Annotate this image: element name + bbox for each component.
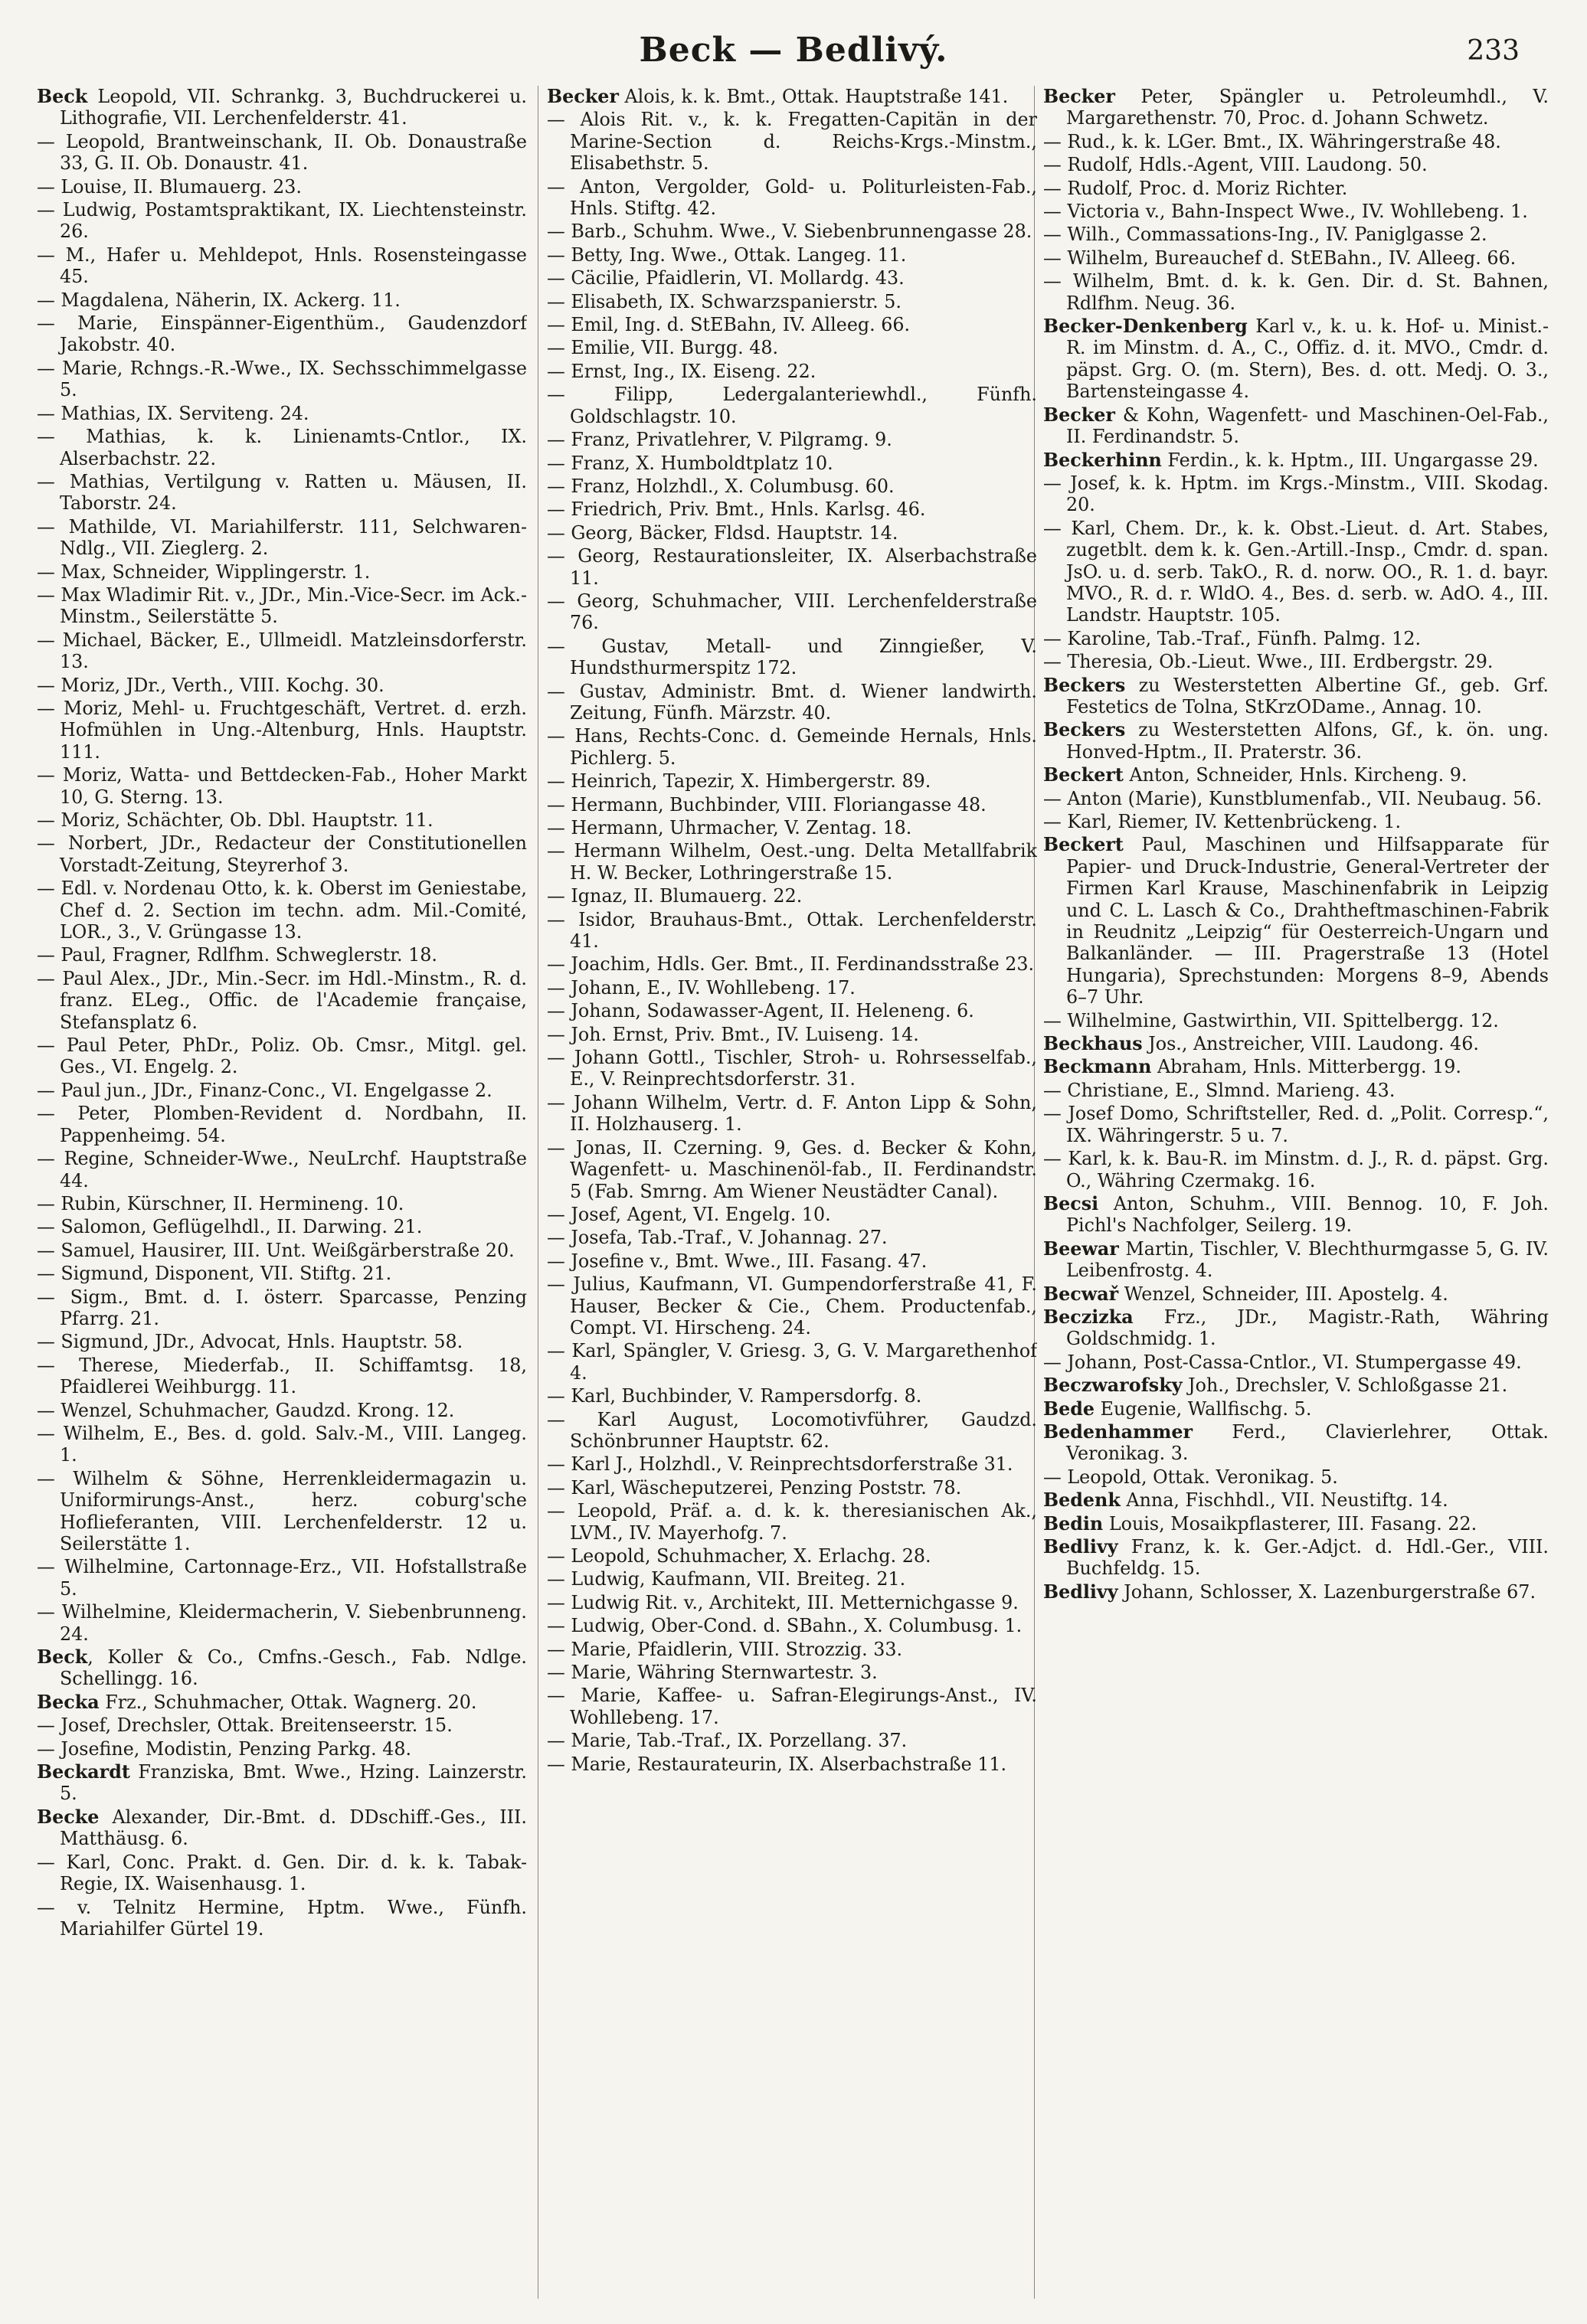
directory-entry: — Elisabeth, IX. Schwarzspanierstr. 5. [547,290,901,312]
entry-surname: Beckerhinn [1043,449,1162,471]
directory-entry: Beczwarofsky Joh., Drechsler, V. Schloßgasse 21. [1043,1374,1508,1397]
directory-entry: — Marie, Tab.-Traf., IX. Porzellang. 37. [547,1730,908,1752]
directory-entry: — Peter, Plomben-Revident d. Nordbahn, II. Pappenheimg. 54. [37,1103,527,1146]
directory-entry: — Josef, Drechsler, Ottak. Breitenseerstr. 15. [37,1714,453,1737]
directory-entry: — Wilhelm, Bureauchef d. StEBahn., IV. Alleeg. 66. [1043,247,1517,269]
entry-surname: Beckhaus [1043,1033,1143,1055]
directory-entry: — Mathilde, VI. Mariahilferstr. 111, Selchwaren-Ndlg., VII. Zieglerg. 2. [37,515,527,560]
entry-surname: Becwař [1043,1283,1119,1305]
directory-entry: — Ernst, Ing., IX. Eiseng. 22. [547,360,816,382]
entry-surname: Becka [37,1691,100,1713]
directory-entry: — Leopold, Ottak. Veronikag. 5. [1043,1466,1338,1488]
directory-entry: — v. Telnitz Hermine, Hptm. Wwe., Fünfh. Mariahilfer Gürtel 19. [37,1896,527,1940]
directory-entry: — Samuel, Hausirer, III. Unt. Weißgärberstraße 20. [37,1239,515,1261]
directory-entry: — Karl, Buchbinder, V. Rampersdorfg. 8. [547,1385,922,1407]
directory-entry: Beck Leopold, VII. Schrankg. 3, Buchdruckerei u. Lithografie, VII. Lerchenfelderstr. 41. [37,86,527,129]
directory-entry: — Paul jun., JDr., Finanz-Conc., VI. Engelgasse 2. [37,1079,492,1101]
directory-entry: — Rubin, Kürschner, II. Hermineng. 10. [37,1192,404,1214]
directory-entry: — Johann Gottl., Tischler, Stroh- u. Rohrsesselfab., E., V. Reinprechtsdorferstr. 31. [547,1047,1037,1090]
directory-entry: Bedenhammer Ferd., Clavierlehrer, Ottak. Veronikag. 3. [1043,1420,1549,1465]
directory-entry: Becwař Wenzel, Schneider, III. Apostelg. 4. [1043,1283,1448,1305]
directory-entry: — Marie, Restaurateurin, IX. Alserbachstraße 11. [547,1753,1007,1775]
directory-entry: — Sigmund, Disponent, VII. Stiftg. 21. [37,1263,392,1285]
directory-entry: — Wilh., Commassations-Ing., IV. Paniglgasse 2. [1043,224,1487,246]
directory-entry: — Max, Schneider, Wipplingerstr. 1. [37,561,371,583]
entry-surname: Becker-Denkenberg [1043,315,1248,338]
directory-entry: — Karl, Chem. Dr., k. k. Obst.-Lieut. d. Art. Stabes, zugetblt. dem k. k. Gen.-Artill.-Insp., Cmdr. d. span. JsO. u. d. serb. TakO., R. d. norw. OO., R. 1. d. bayr. MVO., R. d. r. WldO. 4., Bes. d. serb. w. AdO. 4., III. Landstr. Hauptstr. 105. [1043,517,1549,626]
directory-entry: — Gustav, Administr. Bmt. d. Wiener landwirth. Zeitung, Fünfh. Märzstr. 40. [547,680,1037,724]
directory-entry: — Hermann, Buchbinder, VIII. Floriangasse 48. [547,793,987,816]
directory-entry: — Ludwig Rit. v., Architekt, III. Metternichgasse 9. [547,1591,1019,1613]
directory-column-3 [1043,86,1549,2306]
directory-entry: — Ludwig, Ober-Cond. d. SBahn., X. Columbusg. 1. [547,1615,1023,1637]
entry-surname: Bedenk [1043,1489,1121,1512]
directory-entry: — Wilhelmine, Cartonnage-Erz., VII. Hofstallstraße 5. [37,1556,527,1600]
directory-entry: — Rudolf, Hdls.-Agent, VIII. Laudong. 50. [1043,154,1428,176]
directory-entry: — Marie, Rchngs.-R.-Wwe., IX. Sechsschimmelgasse 5. [37,357,527,401]
directory-entry: — Anton, Vergolder, Gold- u. Politurleisten-Fab., Hnls. Stiftg. 42. [547,175,1037,220]
directory-entry: Bede Eugenie, Wallfischg. 5. [1043,1397,1312,1420]
directory-entry: Beck, Koller & Co., Cmfns.-Gesch., Fab. Ndlge. Schellingg. 16. [37,1646,527,1690]
directory-entry: — Hans, Rechts-Conc. d. Gemeinde Hernals, Hnls. Pichlerg. 5. [547,725,1037,769]
page-header [0,31,1587,84]
directory-entry: — Ludwig, Kaufmann, VII. Breiteg. 21. [547,1568,906,1590]
entry-surname: Beckers [1043,674,1126,696]
directory-entry: — Mathias, k. k. Linienamts-Cntlor., IX. Alserbachstr. 22. [37,426,527,469]
directory-entry: Becsi Anton, Schuhm., VIII. Bennog. 10, F. Joh. Pichl's Nachfolger, Seilerg. 19. [1043,1192,1549,1237]
entry-surname: Bedin [1043,1512,1104,1535]
directory-entry: Becker Alois, k. k. Bmt., Ottak. Hauptstraße 141. [547,86,1009,107]
entry-surname: Beczizka [1043,1306,1134,1328]
directory-entry: — Leopold, Brantweinschank, II. Ob. Donaustraße 33, G. II. Ob. Donaustr. 41. [37,130,527,175]
directory-entry: — Marie, Währing Sternwartestr. 3. [547,1662,878,1684]
entry-surname: Beewar [1043,1237,1119,1260]
directory-entry: Becker Peter, Spängler u. Petroleumhdl., V. Margarethenstr. 70, Proc. d. Johann Schwetz. [1043,86,1549,129]
directory-entry: — Michael, Bäcker, E., Ullmeidl. Matzleinsdorferstr. 13. [37,629,527,673]
directory-entry: — Moriz, Watta- und Bettdecken-Fab., Hoher Markt 10, G. Sterng. 13. [37,764,527,808]
directory-entry: — Betty, Ing. Wwe., Ottak. Langeg. 11. [547,244,907,266]
directory-entry: — Franz, Privatlehrer, V. Pilgramg. 9. [547,429,892,451]
directory-entry: — Sigm., Bmt. d. I. österr. Sparcasse, Penzing Pfarrg. 21. [37,1286,527,1329]
directory-entry: — Rud., k. k. LGer. Bmt., IX. Währingerstraße 48. [1043,130,1501,152]
directory-entry: — Karl, Riemer, IV. Kettenbrückeng. 1. [1043,811,1402,832]
directory-entry: — Karoline, Tab.-Traf., Fünfh. Palmg. 12. [1043,627,1422,649]
directory-entry: — Ludwig, Postamtspraktikant, IX. Liechtensteinstr. 26. [37,199,527,243]
directory-entry: — Josef, Agent, VI. Engelg. 10. [547,1203,831,1225]
directory-entry: — Mathias, IX. Serviteng. 24. [37,402,309,424]
directory-entry: Bedlivy Johann, Schlosser, X. Lazenburgerstraße 67. [1043,1580,1536,1603]
entry-surname: Becsi [1043,1192,1099,1214]
directory-entry: — Karl, k. k. Bau-R. im Minstm. d. J., R. d. päpst. Grg. O., Währing Czermakg. 16. [1043,1148,1549,1191]
entry-surname: Bedlivy [1043,1580,1118,1603]
directory-entry: — Barb., Schuhm. Wwe., V. Siebenbrunnengasse 28. [547,221,1032,243]
directory-entry: — Johann, Sodawasser-Agent, II. Heleneng. 6. [547,1000,974,1022]
directory-entry: Beckhaus Jos., Anstreicher, VIII. Laudong. 46. [1043,1033,1479,1055]
directory-entry: — Mathias, Vertilgung v. Ratten u. Mäusen, II. Taborstr. 24. [37,470,527,515]
entry-surname: Bedenhammer [1043,1420,1193,1443]
directory-entry: — Louise, II. Blumauerg. 23. [37,175,302,198]
directory-entry: — Joachim, Hdls. Ger. Bmt., II. Ferdinandsstraße 23. [547,953,1035,976]
directory-entry: Beewar Martin, Tischler, V. Blechthurmgasse 5, G. IV. Leibenfrostg. 4. [1043,1237,1549,1282]
entry-surname: Bedlivy [1043,1536,1118,1558]
directory-entry: — Regine, Schneider-Wwe., NeuLrchf. Hauptstraße 44. [37,1148,527,1191]
directory-entry: — Georg, Bäcker, Fldsd. Hauptstr. 14. [547,521,898,544]
entry-surname: Beck [37,86,88,107]
directory-entry: — Josef, k. k. Hptm. im Krgs.-Minstm., VIII. Skodag. 20. [1043,472,1549,516]
directory-entry: — Emil, Ing. d. StEBahn, IV. Alleeg. 66. [547,314,911,336]
entry-surname: Bede [1043,1397,1095,1420]
directory-entry: — Gustav, Metall- und Zinngießer, V. Hundsthurmerspitz 172. [547,635,1037,679]
directory-entry: — Therese, Miederfab., II. Schiffamtsg. 18, Pfaidlerei Weihburgg. 11. [37,1354,527,1398]
directory-entry: — Paul, Fragner, Rdlfhm. Schweglerstr. 18. [37,944,437,966]
directory-entry: — Wilhelm, E., Bes. d. gold. Salv.-M., VIII. Langeg. 1. [37,1422,527,1466]
entry-surname: Beckmann [1043,1056,1152,1078]
entry-surname: Becker [1043,404,1115,426]
directory-entry: Beckert Anton, Schneider, Hnls. Kircheng. 9. [1043,764,1468,786]
directory-entry: — Emilie, VII. Burgg. 48. [547,337,779,359]
directory-entry: — Julius, Kaufmann, VI. Gumpendorferstraße 41, F. Hauser, Becker & Cie., Chem. Productenfab., Compt. VI. Hirscheng. 24. [547,1273,1037,1339]
directory-entry: Bedenk Anna, Fischhdl., VII. Neustiftg. 14. [1043,1489,1448,1512]
directory-entry: — Karl J., Holzhdl., V. Reinprechtsdorferstraße 31. [547,1453,1013,1476]
directory-entry: — Johann Wilhelm, Vertr. d. F. Anton Lipp & Sohn, II. Holzhauserg. 1. [547,1091,1037,1136]
directory-entry: — Paul Peter, PhDr., Poliz. Ob. Cmsr., Mitgl. gel. Ges., VI. Engelg. 2. [37,1035,527,1078]
directory-entry: — Wenzel, Schuhmacher, Gaudzd. Krong. 12. [37,1399,455,1421]
entry-surname: Beck [37,1646,88,1669]
directory-entry: — Filipp, Ledergalanteriewhdl., Fünfh. Goldschlagstr. 10. [547,384,1037,427]
directory-entry: — Norbert, JDr., Redacteur der Constitutionellen Vorstadt-Zeitung, Steyrerhof 3. [37,832,527,876]
directory-entry: — Marie, Einspänner-Eigenthüm., Gaudenzdorf Jakobstr. 40. [37,312,527,356]
directory-entry: Beczizka Frz., JDr., Magistr.-Rath, Währing Goldschmidg. 1. [1043,1306,1549,1350]
directory-entry: — Wilhelmine, Gastwirthin, VII. Spittelbergg. 12. [1043,1009,1499,1031]
directory-entry: — Johann, Post-Cassa-Cntlor., VI. Stumpergasse 49. [1043,1351,1522,1373]
entry-surname: Becker [547,86,619,107]
directory-entry: — Moriz, Schächter, Ob. Dbl. Hauptstr. 11. [37,809,434,831]
entry-surname: Beczwarofsky [1043,1374,1183,1397]
directory-entry: — Karl, Spängler, V. Griesg. 3, G. V. Margarethenhof 4. [547,1340,1037,1384]
directory-entry: — Isidor, Brauhaus-Bmt., Ottak. Lerchenfelderstr. 41. [547,908,1037,953]
directory-entry: — Victoria v., Bahn-Inspect Wwe., IV. Wohllebeng. 1. [1043,201,1528,223]
directory-entry: — M., Hafer u. Mehldepot, Hnls. Rosensteingasse 45. [37,244,527,288]
directory-entry: — Franz, X. Humboldtplatz 10. [547,452,833,474]
directory-entry: Beckerhinn Ferdin., k. k. Hptm., III. Ungargasse 29. [1043,449,1539,471]
directory-entry: — Karl, Conc. Prakt. d. Gen. Dir. d. k. k. Tabak-Regie, IX. Waisenhausg. 1. [37,1851,527,1895]
directory-entry: Beckers zu Westerstetten Albertine Gf., geb. Grf. Festetics de Tolna, StKrzODame., Annag. 10. [1043,674,1549,717]
entry-surname: Becke [37,1806,100,1828]
directory-entry: — Wilhelm & Söhne, Herrenkleidermagazin u. Uniformirungs-Anst., herz. coburg'sche Hoflieferanten, VIII. Lerchenfelderstr. 12 u. Seilerstätte 1. [37,1467,527,1554]
directory-entry: — Moriz, JDr., Verth., VIII. Kochg. 30. [37,674,384,696]
directory-entry: — Theresia, Ob.-Lieut. Wwe., III. Erdbergstr. 29. [1043,651,1494,673]
directory-entry: — Karl August, Locomotivführer, Gaudzd. Schönbrunner Hauptstr. 62. [547,1408,1037,1452]
page-title: Beck — Bedlivý. [639,31,948,70]
directory-entry: — Anton (Marie), Kunstblumenfab., VII. Neubaug. 56. [1043,787,1543,809]
directory-entry: — Josefine v., Bmt. Wwe., III. Fasang. 47. [547,1250,928,1272]
directory-entry: — Marie, Kaffee- u. Safran-Elegirungs-Anst., IV. Wohllebeng. 17. [547,1685,1037,1728]
directory-entry: Beckert Paul, Maschinen und Hilfsapparate für Papier- und Druck-Industrie, General-Vertreter der Firmen Karl Krause, Maschinenfabrik in Leipzig und C. L. Lasch & Co., Drahtheftmaschinen-Fabrik in Reudnitz „Leipzig“ für Oesterreich-Ungarn und Balkanländer. — III. Pragerstraße 13 (Hotel Hungaria), Sprechstunden: Morgens 8–9, Abends 6–7 Uhr. [1043,834,1549,1008]
directory-entry: — Marie, Pfaidlerin, VIII. Strozzig. 33. [547,1638,903,1660]
directory-entry: Beckardt Franziska, Bmt. Wwe., Hzing. Lainzerstr. 5. [37,1761,527,1805]
directory-entry: — Cäcilie, Pfaidlerin, VI. Mollardg. 43. [547,267,905,289]
directory-entry: — Rudolf, Proc. d. Moriz Richter. [1043,177,1348,199]
directory-entry: Beckers zu Westerstetten Alfons, Gf., k. ön. ung. Honved-Hptm., II. Praterstr. 36. [1043,719,1549,763]
directory-entry: — Jonas, II. Czerning. 9, Ges. d. Becker & Kohn, Wagenfett- u. Maschinenöl-fab., II. Ferdinandstr. 5 (Fab. Smrng. Am Wiener Neustädter Canal). [547,1136,1037,1202]
directory-entry: — Leopold, Präf. a. d. k. k. theresianischen Ak., LVM., IV. Mayerhofg. 7. [547,1500,1037,1544]
directory-entry: — Alois Rit. v., k. k. Fregatten-Capitän in der Marine-Section d. Reichs-Krgs.-Minstm., Elisabethstr. 5. [547,109,1037,175]
directory-column-1 [37,86,527,2306]
directory-entry: — Friedrich, Priv. Bmt., Hnls. Karlsg. 46. [547,498,926,521]
directory-entry: — Karl, Wäscheputzerei, Penzing Poststr. 78. [547,1476,962,1499]
directory-entry: Bedin Louis, Mosaikpflasterer, III. Fasang. 22. [1043,1512,1477,1535]
directory-entry: Becke Alexander, Dir.-Bmt. d. DDschiff.-Ges., III. Matthäusg. 6. [37,1806,527,1850]
directory-entry: — Magdalena, Näherin, IX. Ackerg. 11. [37,289,401,311]
directory-entry: — Ignaz, II. Blumauerg. 22. [547,885,803,907]
directory-column-2 [547,86,1037,2306]
page-number: 233 [1467,35,1520,67]
directory-entry: — Johann, E., IV. Wohllebeng. 17. [547,976,856,999]
entry-surname: Beckert [1043,764,1124,786]
directory-entry: — Wilhelm, Bmt. d. k. k. Gen. Dir. d. St. Bahnen, Rdlfhm. Neug. 36. [1043,270,1549,314]
directory-entry: — Salomon, Geflügelhdl., II. Darwing. 21. [37,1216,423,1238]
entry-surname: Beckardt [37,1761,130,1783]
directory-entry: — Hermann Wilhelm, Oest.-ung. Delta Metallfabrik H. W. Becker, Lothringerstraße 15. [547,840,1037,884]
directory-entry: Bedlivy Franz, k. k. Ger.-Adjct. d. Hdl.-Ger., VIII. Buchfeldg. 15. [1043,1536,1549,1580]
directory-entry: — Georg, Restaurationsleiter, IX. Alserbachstraße 11. [547,545,1037,589]
directory-entry: — Franz, Holzhdl., X. Columbusg. 60. [547,475,895,497]
directory-entry: — Josefa, Tab.-Traf., V. Johannag. 27. [547,1227,888,1249]
entry-surname: Becker [1043,86,1115,107]
directory-entry: — Max Wladimir Rit. v., JDr., Min.-Vice-Secr. im Ack.-Minstm., Seilerstätte 5. [37,583,527,628]
directory-entry: Beckmann Abraham, Hnls. Mitterbergg. 19. [1043,1056,1461,1078]
directory-entry: Becker-Denkenberg Karl v., k. u. k. Hof- u. Minist.-R. im Minstm. d. A., C., Offiz. d. it. MVO., Cmdr. d. päpst. Grg. O. (m. Stern), Bes. d. ott. Medj. O. 3., Bartensteingasse 4. [1043,315,1549,403]
directory-entry: — Josef Domo, Schriftsteller, Red. d. „Polit. Corresp.“, IX. Währingerstr. 5 u. 7. [1043,1103,1549,1146]
entry-surname: Beckert [1043,834,1124,856]
directory-entry: — Leopold, Schuhmacher, X. Erlachg. 28. [547,1545,931,1567]
entry-surname: Beckers [1043,719,1126,741]
directory-entry: — Heinrich, Tapezir, X. Himbergerstr. 89. [547,770,931,793]
directory-entry: — Edl. v. Nordenau Otto, k. k. Oberst im Geniestabe, Chef d. 2. Section im techn. adm. Mil.-Comité, LOR., 3., V. Grüngasse 13. [37,878,527,943]
directory-entry: — Sigmund, JDr., Advocat, Hnls. Hauptstr. 58. [37,1331,463,1353]
directory-entry: — Josefine, Modistin, Penzing Parkg. 48. [37,1737,412,1760]
directory-entry: — Joh. Ernst, Priv. Bmt., IV. Luiseng. 14. [547,1023,919,1045]
directory-entry: — Wilhelmine, Kleidermacherin, V. Siebenbrunneng. 24. [37,1601,527,1645]
directory-entry: — Georg, Schuhmacher, VIII. Lerchenfelderstraße 76. [547,590,1037,634]
directory-entry: — Paul Alex., JDr., Min.-Secr. im Hdl.-Minstm., R. d. franz. ELeg., Offic. de l'Academie française, Stefansplatz 6. [37,967,527,1033]
directory-entry: Becker & Kohn, Wagenfett- und Maschinen-Oel-Fab., II. Ferdinandstr. 5. [1043,404,1549,448]
directory-entry: — Hermann, Uhrmacher, V. Zentag. 18. [547,817,912,838]
directory-entry: Becka Frz., Schuhmacher, Ottak. Wagnerg. 20. [37,1691,477,1713]
directory-entry: — Christiane, E., Slmnd. Marieng. 43. [1043,1079,1396,1101]
directory-entry: — Moriz, Mehl- u. Fruchtgeschäft, Vertret. d. erzh. Hofmühlen in Ung.-Altenburg, Hnls. Hauptstr. 111. [37,697,527,763]
